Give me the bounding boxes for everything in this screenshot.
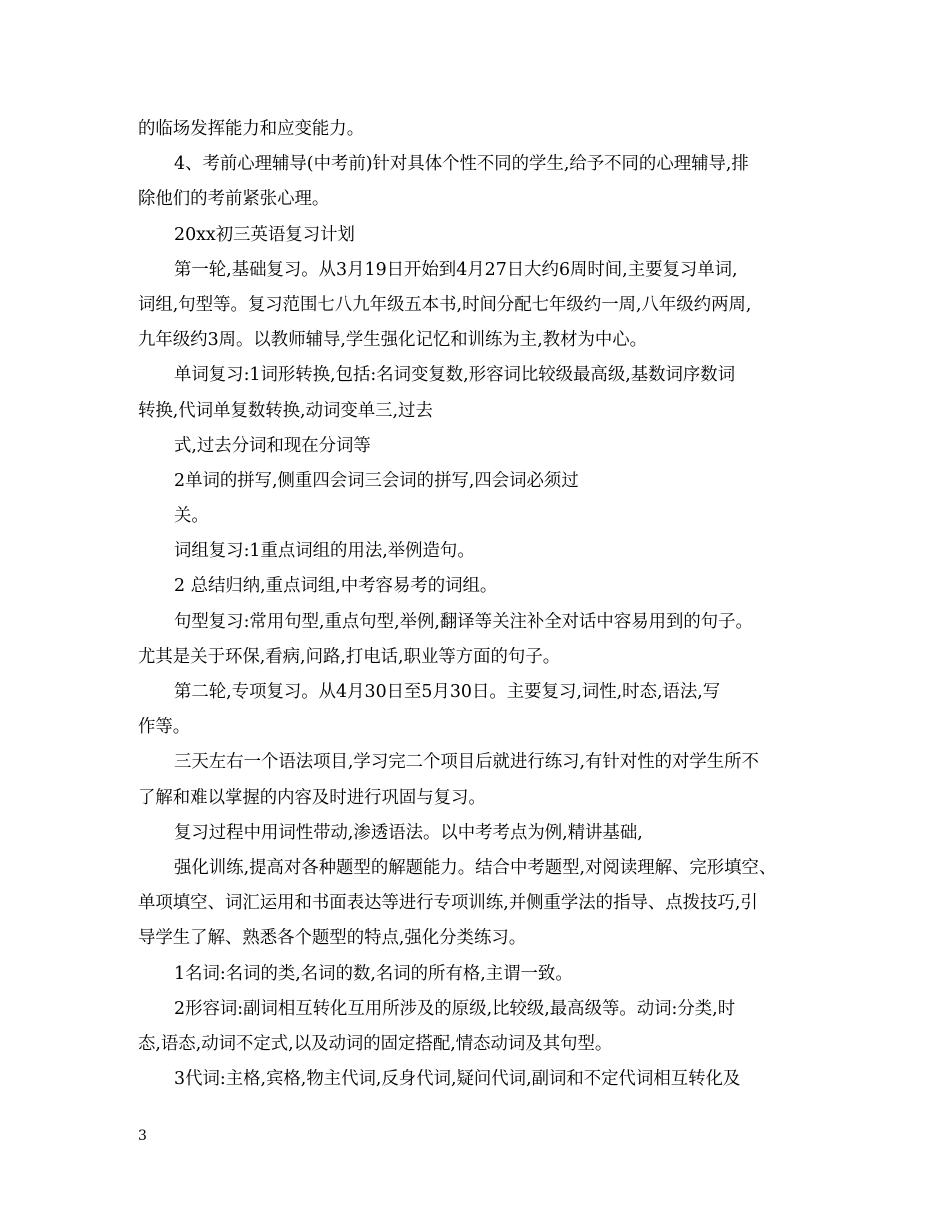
text-line: 转换,代词单复数转换,动词变单三,过去 — [138, 400, 433, 421]
page-number: 3 — [138, 1128, 147, 1144]
text-line: 2形容词:副词相互转化互用所涉及的原级,比较级,最高级等。动词:分类,时 — [174, 998, 736, 1019]
text-line: 态,语态,动词不定式,以及动词的固定搭配,情态动词及其句型。 — [138, 1033, 613, 1054]
text-line: 词组,句型等。复习范围七八九年级五本书,时间分配七年级约一周,八年级约两周, — [138, 294, 752, 315]
body-text — [138, 112, 814, 1097]
text-line: 第二轮,专项复习。从4月30日至5月30日。主要复习,词性,时态,语法,写 — [174, 682, 721, 702]
text-line: 了解和难以掌握的内容及时进行巩固与复习。 — [138, 787, 486, 808]
text-line: 的临场发挥能力和应变能力。 — [138, 119, 365, 139]
text-line: 2单词的拼写,侧重四会词三会词的拼写,四会词必须过 — [174, 470, 579, 491]
text-line: 4、考前心理辅导(中考前)针对具体个性不同的学生,给予不同的心理辅导,排 — [174, 154, 749, 175]
text-line: 2 总结归纳,重点词组,中考容易考的词组。 — [174, 576, 498, 597]
text-line: 句型复习:常用句型,重点句型,举例,翻译等关注补全对话中容易用到的句子。 — [174, 611, 753, 632]
text-line: 除他们的考前紧张心理。 — [138, 189, 330, 210]
text-line: 单项填空、词汇运用和书面表达等进行专项训练,并侧重学法的指导、点拨技巧,引 — [138, 893, 758, 914]
text-line: 九年级约3周。以教师辅导,学生强化记忆和训练为主,教材为中心。 — [138, 330, 648, 351]
section-heading: 20xx初三英语复习计划 — [174, 224, 355, 245]
text-line: 关。 — [174, 506, 209, 527]
text-line: 式,过去分词和现在分词等 — [174, 435, 371, 456]
text-line: 3代词:主格,宾格,物主代词,反身代词,疑问代词,副词和不定代词相互转化及 — [174, 1069, 741, 1090]
text-line: 三天左右一个语法项目,学习完二个项目后就进行练习,有针对性的对学生所不 — [174, 752, 759, 773]
text-line: 词组复习:1重点词组的用法,举例造句。 — [174, 541, 475, 562]
text-line: 第一轮,基础复习。从3月19日开始到4月27日大约6周时间,主要复习单词, — [174, 259, 738, 280]
text-line: 作等。 — [138, 717, 191, 738]
text-line: 导学生了解、熟悉各个题型的特点,强化分类练习。 — [138, 928, 527, 949]
text-line: 强化训练,提高对各种题型的解题能力。结合中考题型,对阅读理解、完形填空、 — [174, 857, 777, 878]
text-line: 尤其是关于环保,看病,问路,打电话,职业等方面的句子。 — [138, 646, 561, 667]
text-line: 单词复习:1词形转换,包括:名词变复数,形容词比较级最高级,基数词序数词 — [174, 365, 736, 386]
text-line: 复习过程中用词性带动,渗透语法。以中考考点为例,精讲基础, — [174, 822, 643, 843]
text-line: 1名词:名词的类,名词的数,名词的所有格,主谓一致。 — [174, 963, 573, 984]
